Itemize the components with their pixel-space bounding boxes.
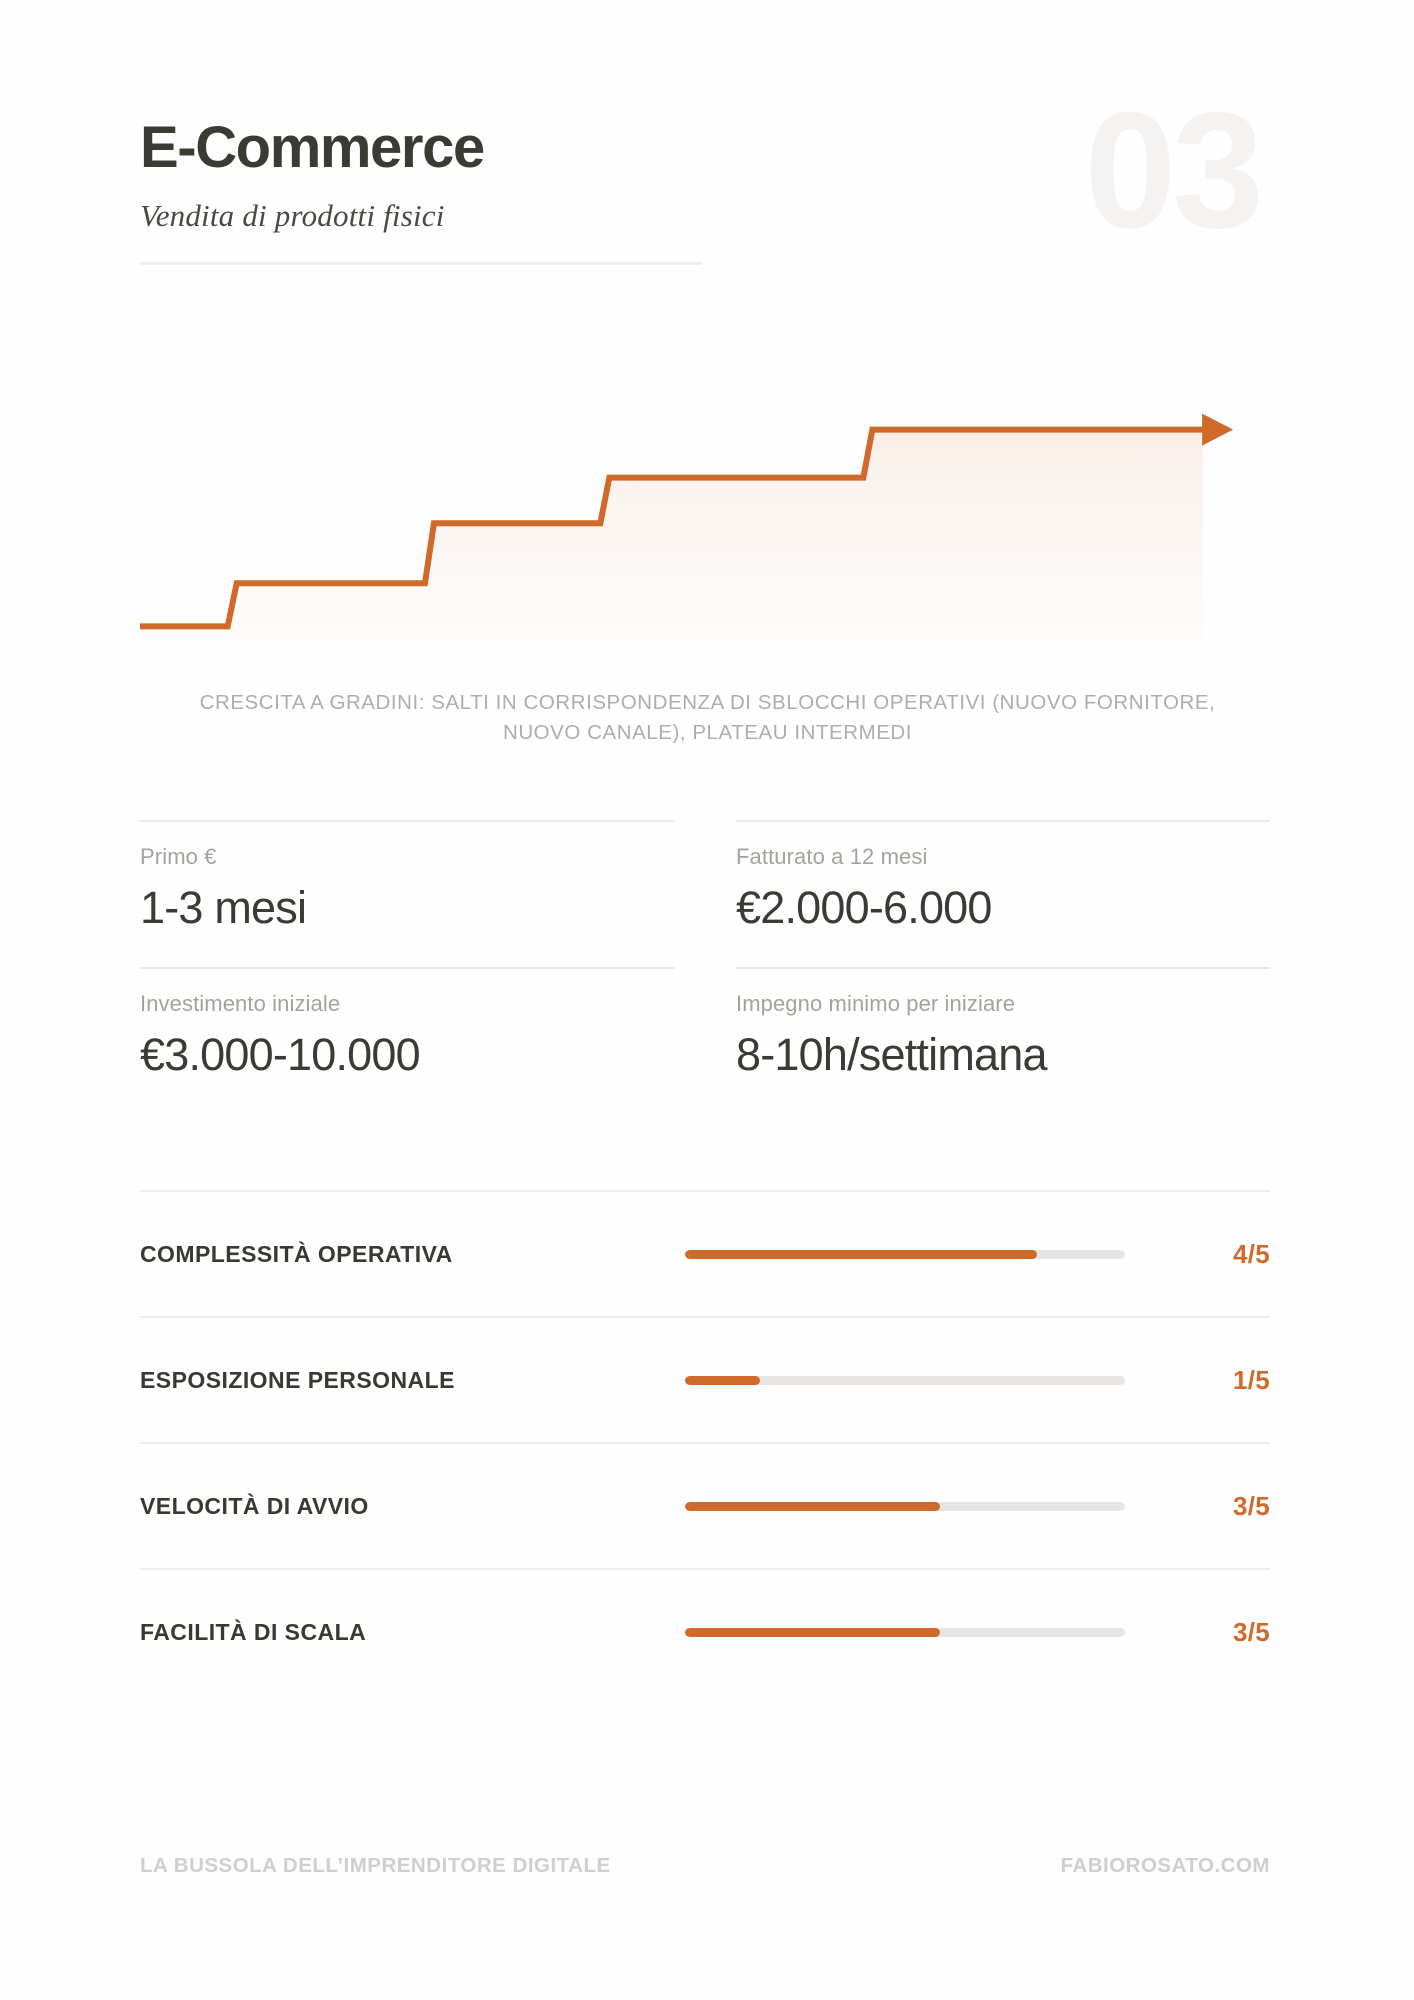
header-divider xyxy=(140,262,702,265)
footer xyxy=(140,1854,1270,1878)
rating-bar-fill xyxy=(685,1628,940,1637)
rating-row-velocita-di-avvio xyxy=(140,1442,1270,1568)
chart-arrow-icon xyxy=(1202,414,1233,446)
rating-label: FACILITÀ DI SCALA xyxy=(140,1618,367,1645)
footer-brand-right: FABIOROSATO.COM xyxy=(1060,1854,1270,1877)
page-title: E-Commerce xyxy=(140,115,484,180)
rating-score: 4/5 xyxy=(1232,1238,1270,1269)
stat-label: Fatturato a 12 mesi xyxy=(736,844,928,869)
rating-bar-fill xyxy=(685,1502,940,1511)
page-subtitle: Vendita di prodotti fisici xyxy=(140,197,445,233)
rating-bar-fill xyxy=(685,1250,1037,1259)
rating-label: COMPLESSITÀ OPERATIVA xyxy=(140,1240,453,1267)
rating-row-esposizione-personale xyxy=(140,1316,1270,1442)
rating-bar-track xyxy=(685,1628,1125,1637)
step-chart-area xyxy=(140,430,1203,642)
stats-grid xyxy=(140,820,1270,1115)
stat-label: Impegno minimo per iniziare xyxy=(736,991,1016,1017)
rating-bar-track xyxy=(685,1250,1125,1259)
stat-value: €3.000-10.000 xyxy=(140,1029,420,1081)
rating-row-facilita-di-scala xyxy=(140,1568,1270,1694)
stat-value: €2.000-6.000 xyxy=(736,882,992,933)
rating-score: 3/5 xyxy=(1232,1490,1270,1521)
rating-bar-fill xyxy=(685,1376,760,1385)
rating-row-complessita-operativa xyxy=(140,1190,1270,1316)
chart-caption: CRESCITA A GRADINI: SALTI IN CORRISPONDENZA DI SBLOCCHI OPERATIVI (NUOVO FORNITORE, NUOVO CANALE), PLATEAU INTERMEDI xyxy=(199,691,1216,744)
step-growth-chart xyxy=(140,368,1270,648)
stat-label: Investimento iniziale xyxy=(140,991,341,1017)
rating-label: VELOCITÀ DI AVVIO xyxy=(140,1492,369,1519)
stat-label: Primo € xyxy=(140,844,217,869)
ratings-list xyxy=(140,1190,1270,1694)
stat-card-impegno xyxy=(736,967,1270,1114)
stat-value: 8-10h/settimana xyxy=(736,1029,1047,1081)
step-chart-svg xyxy=(140,368,1270,648)
stat-card-investimento xyxy=(140,967,674,1114)
rating-bar-track xyxy=(685,1376,1125,1385)
stat-value: 1-3 mesi xyxy=(140,882,307,933)
rating-label: ESPOSIZIONE PERSONALE xyxy=(140,1366,455,1393)
footer-brand-left: LA BUSSOLA DELL’IMPRENDITORE DIGITALE xyxy=(140,1854,611,1877)
header xyxy=(140,78,1270,265)
rating-bar-track xyxy=(685,1502,1125,1511)
stat-card-primo-euro xyxy=(140,820,674,967)
stat-card-fatturato xyxy=(736,820,1270,967)
rating-score: 3/5 xyxy=(1232,1616,1270,1647)
rating-score: 1/5 xyxy=(1232,1364,1270,1395)
section-number-watermark: 03 xyxy=(1084,78,1260,262)
